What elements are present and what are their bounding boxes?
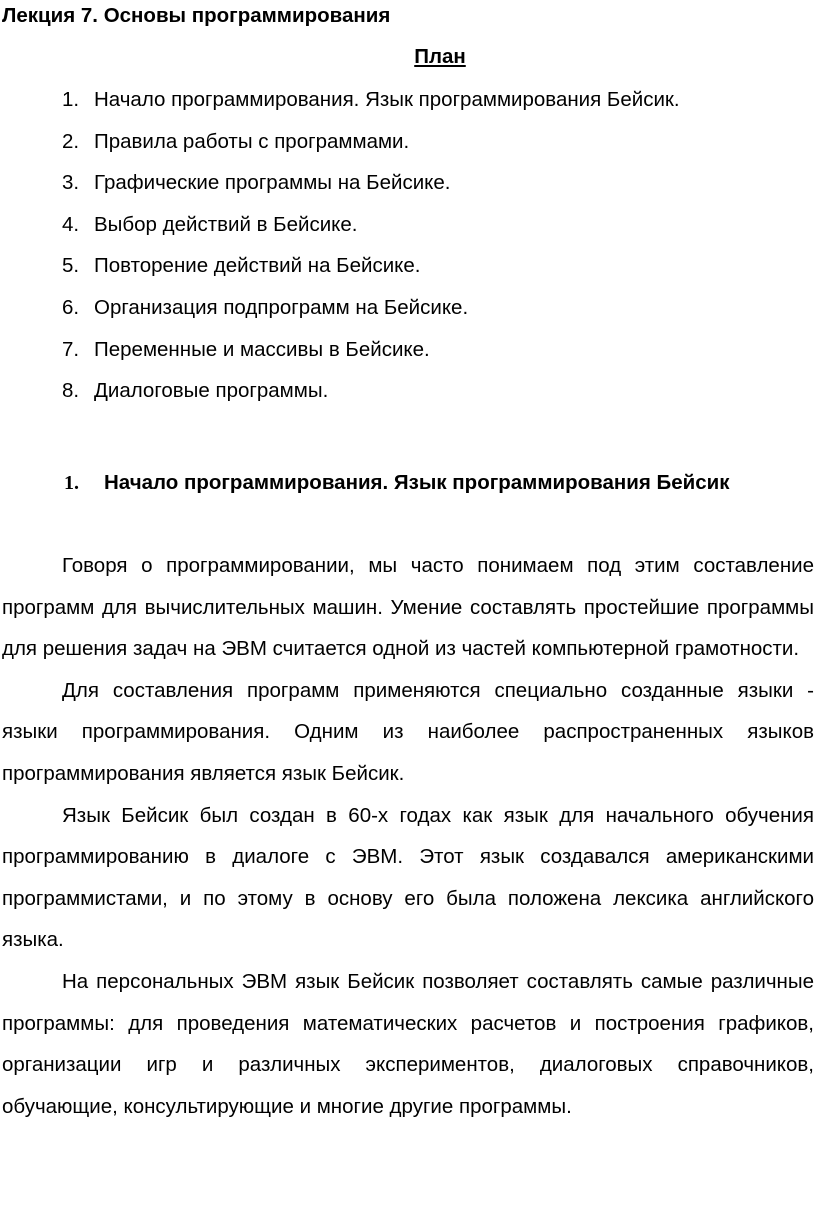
paragraph: На персональных ЭВМ язык Бейсик позволяет составлять самые различные программы: для проведения математических расчетов и построения графиков, организации игр и различных экспериментов, диалоговых справочников, обучающие, консультирующие и многие другие программы. bbox=[2, 969, 814, 1118]
plan-item-text: Организация подпрограмм на Бейсике. bbox=[94, 295, 469, 319]
lecture-title: Лекция 7. Основы программирования bbox=[2, 4, 391, 27]
plan-item bbox=[0, 251, 816, 293]
section-title: Начало программирования. Язык программирования Бейсик bbox=[104, 471, 730, 494]
plan-item-number: 5. bbox=[62, 254, 80, 278]
plan-item-number: 1. bbox=[62, 88, 80, 111]
plan-item bbox=[0, 85, 816, 127]
section-number: 1. bbox=[64, 472, 79, 494]
plan-item bbox=[0, 210, 816, 252]
plan-item-number: 8. bbox=[62, 379, 80, 403]
plan-item bbox=[0, 127, 816, 169]
plan-item bbox=[0, 168, 816, 210]
plan-item-text: Графические программы на Бейсике. bbox=[94, 171, 451, 195]
plan-list bbox=[0, 85, 816, 418]
section-heading bbox=[2, 462, 814, 505]
plan-item-text: Выбор действий в Бейсике. bbox=[94, 212, 358, 236]
plan-item-number: 3. bbox=[62, 171, 80, 195]
plan-item-number: 2. bbox=[62, 129, 80, 153]
plan-item-text: Начало программирования. Язык программирования Бейсик. bbox=[94, 88, 680, 111]
plan-item bbox=[0, 376, 816, 418]
plan-item bbox=[0, 293, 816, 335]
paragraph: Говоря о программировании, мы часто понимаем под этим составление программ для вычислительных машин. Умение составлять простейшие программы для решения задач на ЭВМ считается одной из частей компьютерной грамотности. bbox=[2, 554, 814, 661]
paragraph: Для составления программ применяются специально созданные языки - языки программирования. Одним из наиболее распространенных языков программирования является язык Бейсик. bbox=[2, 678, 814, 785]
body-text bbox=[2, 545, 814, 1127]
plan-list-container bbox=[0, 85, 816, 418]
plan-item-number: 4. bbox=[62, 212, 80, 236]
plan-item-text: Диалоговые программы. bbox=[94, 379, 329, 403]
plan-item bbox=[0, 335, 816, 377]
plan-item-number: 6. bbox=[62, 295, 80, 319]
plan-item-text: Переменные и массивы в Бейсике. bbox=[94, 337, 430, 361]
plan-item-text: Правила работы с программами. bbox=[94, 129, 410, 153]
plan-item-text: Повторение действий на Бейсике. bbox=[94, 254, 421, 278]
paragraph: Язык Бейсик был создан в 60-х годах как язык для начального обучения программированию в диалоге с ЭВМ. Этот язык создавался американскими программистами, и по этому в основу его была положена лексика английского языка. bbox=[2, 803, 814, 952]
plan-item-number: 7. bbox=[62, 337, 80, 361]
plan-heading: План bbox=[414, 45, 466, 68]
